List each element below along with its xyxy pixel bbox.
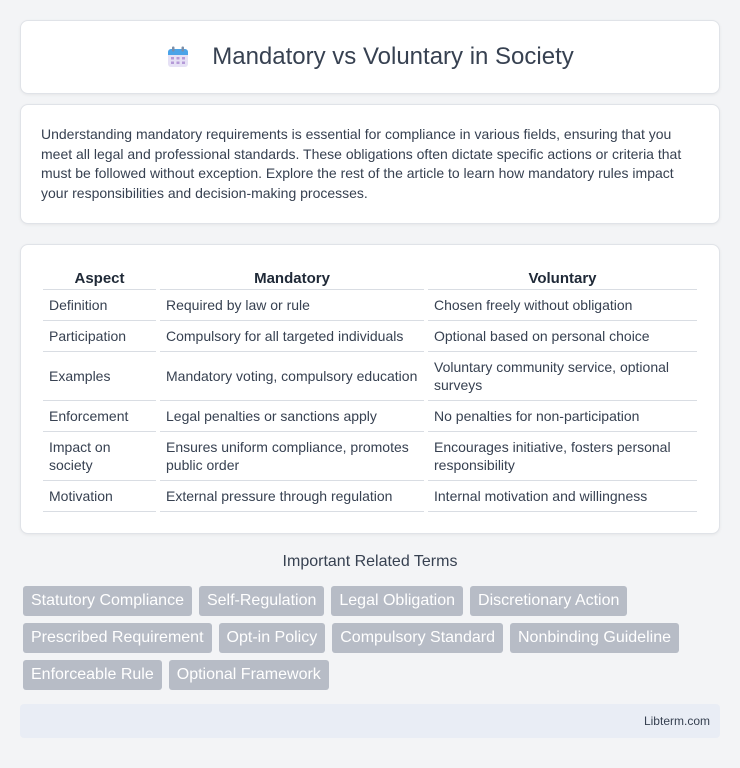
cell-aspect: Enforcement (43, 401, 156, 432)
cell-voluntary: Voluntary community service, optional surveys (428, 352, 697, 401)
cell-voluntary: Chosen freely without obligation (428, 290, 697, 321)
related-term-tag[interactable]: Discretionary Action (470, 586, 627, 616)
footer (20, 704, 720, 738)
cell-aspect: Definition (43, 290, 156, 321)
related-term-tag[interactable]: Statutory Compliance (23, 586, 192, 616)
table-header-row (43, 265, 697, 290)
intro-text: Understanding mandatory requirements is essential for compliance in various fields, ensuring that you meet all legal and professional standards. These obligations often dictate specific actions or criteria that must be followed without exception. Explore the rest of the article to learn how mandatory rules impact your responsibilities and decision-making processes. (41, 126, 682, 201)
table-row (43, 352, 697, 401)
comparison-table-card (20, 244, 720, 534)
cell-aspect: Impact on society (43, 432, 156, 481)
cell-voluntary: Encourages initiative, fosters personal responsibility (428, 432, 697, 481)
related-term-tag[interactable]: Prescribed Requirement (23, 623, 212, 653)
related-term-tag[interactable]: Compulsory Standard (332, 623, 503, 653)
header-voluntary: Voluntary (428, 265, 697, 290)
comparison-table (39, 265, 701, 512)
cell-mandatory: Required by law or rule (160, 290, 424, 321)
table-row (43, 321, 697, 352)
cell-voluntary: No penalties for non-participation (428, 401, 697, 432)
cell-voluntary: Internal motivation and willingness (428, 481, 697, 512)
header-aspect: Aspect (43, 265, 156, 290)
cell-mandatory: Ensures uniform compliance, promotes public order (160, 432, 424, 481)
table-row (43, 481, 697, 512)
cell-aspect: Motivation (43, 481, 156, 512)
footer-site-link[interactable]: Libterm.com (643, 714, 710, 728)
cell-aspect: Examples (43, 352, 156, 401)
cell-aspect: Participation (43, 321, 156, 352)
page-title: Mandatory vs Voluntary in Society (212, 43, 574, 70)
related-term-tag[interactable]: Self-Regulation (199, 586, 324, 616)
cell-mandatory: Mandatory voting, compulsory education (160, 352, 424, 401)
table-row (43, 290, 697, 321)
related-term-tag[interactable]: Optional Framework (169, 660, 329, 690)
related-term-tag[interactable]: Legal Obligation (331, 586, 463, 616)
header-card (20, 20, 720, 94)
calendar-icon (166, 45, 190, 69)
header-mandatory: Mandatory (160, 265, 424, 290)
table-row (43, 401, 697, 432)
cell-voluntary: Optional based on personal choice (428, 321, 697, 352)
intro-card (20, 104, 720, 224)
cell-mandatory: External pressure through regulation (160, 481, 424, 512)
related-term-tag[interactable]: Enforceable Rule (23, 660, 162, 690)
related-terms-list (23, 586, 703, 690)
related-terms-title: Important Related Terms (282, 553, 458, 570)
related-term-tag[interactable]: Nonbinding Guideline (510, 623, 679, 653)
related-term-tag[interactable]: Opt-in Policy (219, 623, 326, 653)
cell-mandatory: Legal penalties or sanctions apply (160, 401, 424, 432)
cell-mandatory: Compulsory for all targeted individuals (160, 321, 424, 352)
table-row (43, 432, 697, 481)
